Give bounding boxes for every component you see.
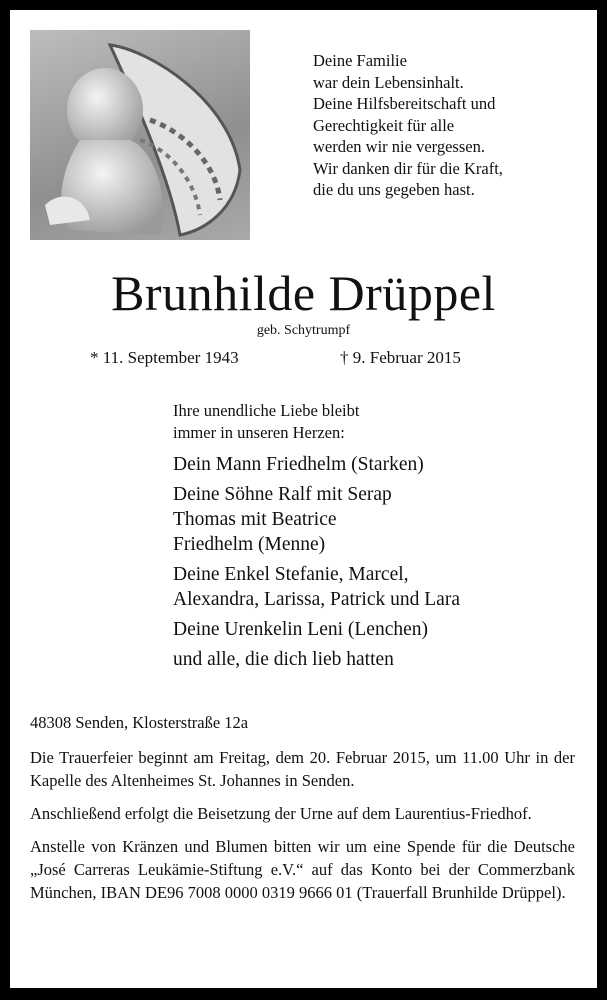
family-list	[173, 452, 583, 677]
donation-info: Anstelle von Kränzen und Blumen bitten wir um eine Spende für die Deutsche „José Carreras Leukämie-Stiftung e.V.“ auf das Konto bei der Commerzbank München, IBAN DE96 7008 0000 0319 9666 01 (Trauerfall Brunhilde Drüppel).	[30, 837, 575, 902]
intro-text	[173, 400, 359, 444]
family-group	[173, 647, 583, 672]
poem-line: werden wir nie vergessen.	[313, 137, 485, 156]
birth-date: * 11. September 1943	[90, 348, 239, 367]
family-line: Deine Urenkelin Leni (Lenchen)	[173, 619, 429, 640]
obituary-notice	[10, 10, 597, 988]
poem	[313, 50, 503, 201]
family-line: und alle, die dich lieb hatten	[173, 649, 394, 670]
poem-line: Wir danken dir für die Kraft,	[313, 158, 503, 178]
family-line: Deine Söhne Ralf mit Serap	[173, 484, 392, 505]
funeral-info: Die Trauerfeier beginnt am Freitag, dem 20. Februar 2015, um 11.00 Uhr in der Kapelle des Altenheimes St. Johannes in Senden.	[30, 748, 575, 790]
maiden-name: geb. Schytrumpf	[256, 323, 351, 338]
address: 48308 Senden, Klosterstraße 12a	[30, 713, 249, 732]
intro-line: immer in unseren Herzen:	[173, 423, 345, 442]
deceased-name: Brunhilde Drüppel	[111, 265, 496, 321]
family-group	[173, 617, 583, 642]
family-line: Friedhelm (Menne)	[173, 534, 326, 555]
family-group	[173, 452, 583, 477]
family-line: Dein Mann Friedhelm (Starken)	[173, 454, 424, 475]
poem-line: war dein Lebensinhalt.	[313, 72, 464, 92]
family-line: Alexandra, Larissa, Patrick und Lara	[173, 589, 460, 610]
family-group	[173, 562, 583, 612]
angel-figurine-icon	[30, 30, 250, 240]
notice-paragraphs	[30, 746, 575, 914]
poem-line: Deine Familie	[313, 51, 407, 70]
angel-figurine-photo	[30, 30, 250, 240]
poem-line: Deine Hilfsbereitschaft und	[313, 94, 496, 113]
poem-line: die du uns gegeben hast.	[313, 180, 475, 199]
family-group	[173, 482, 583, 557]
intro-line: Ihre unendliche Liebe bleibt	[173, 401, 360, 420]
death-date: † 9. Februar 2015	[340, 348, 461, 367]
family-line: Thomas mit Beatrice	[173, 509, 337, 530]
family-line: Deine Enkel Stefanie, Marcel,	[173, 564, 409, 585]
burial-info: Anschließend erfolgt die Beisetzung der Urne auf dem Laurentius-Friedhof.	[30, 804, 532, 823]
poem-line: Gerechtigkeit für alle	[313, 115, 455, 135]
